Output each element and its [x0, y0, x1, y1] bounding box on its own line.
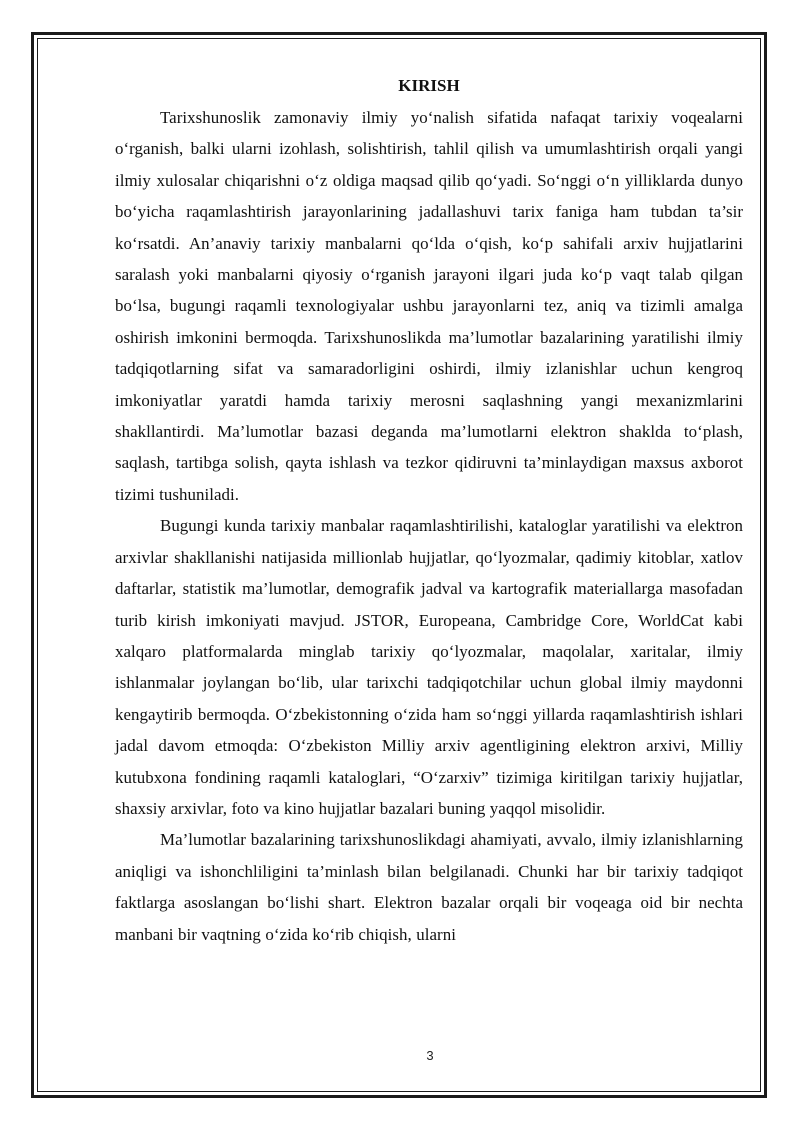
section-heading: KIRISH [398, 76, 460, 95]
paragraph-3: Ma’lumotlar bazalarining tarixshunoslikdagi ahamiyati, avvalo, ilmiy izlanishlarning aniqligi va ishonchliligini ta’minlash bilan belgilanadi. Chunki har bir tarixiy tadqiqot faktlarga asoslangan bo‘lishi shart. Elektron bazalar orqali bir voqeaga oid bir nechta manbani bir vaqtning o‘zida ko‘rib chiqish, ularni [115, 830, 743, 944]
paragraph-2: Bugungi kunda tarixiy manbalar raqamlashtirilishi, kataloglar yaratilishi va elektron arxivlar shakllanishi natijasida millionlab hujjatlar, qo‘lyozmalar, qadimiy kitoblar, xatlov daftarlar, statistik ma’lumotlar, demografik jadval va kartografik materiallarga masofadan turib kirish imkoniyati mavjud. JSTOR, Europeana, Cambridge Core, WorldCat kabi xalqaro platformalarda minglab tarixiy qo‘lyozmalar, maqolalar, xaritalar, ilmiy ishlanmalar joylangan bo‘lib, ular tarixchi tadqiqotchilar uchun global ilmiy maydonni kengaytirib bermoqda. O‘zbekistonning o‘zida ham so‘nggi yillarda raqamlashtirish ishlari jadal davom etmoqda: O‘zbekiston Milliy arxiv agentligining elektron arxivi, Milliy kutubxona fondining raqamli kataloglari, “O‘zarxiv” tizimiga kiritilgan tarixiy hujjatlar, shaxsiy arxivlar, foto va kino hujjatlar bazalari buning yaqqol misolidir. [115, 516, 743, 818]
paragraph-1: Tarixshunoslik zamonaviy ilmiy yo‘nalish sifatida nafaqat tarixiy voqealarni o‘rganish, balki ularni izohlash, solishtirish, tahlil qilish va umumlashtirish orqali yangi ilmiy xulosalar chiqarishni o‘z oldiga maqsad qilib qo‘yadi. So‘nggi o‘n yilliklarda dunyo bo‘yicha raqamlashtirish jarayonlarining jadallashuvi tarix faniga ham tubdan ta’sir ko‘rsatdi. An’anaviy tarixiy manbalarni qo‘lda o‘qish, ko‘p sahifali arxiv hujjatlarini saralash yoki manbalarni qiyosiy o‘rganish jarayoni ilgari juda ko‘p vaqt talab qilgan bo‘lsa, bugungi raqamli texnologiyalar ushbu jarayonlarni tez, aniq va tizimli amalga oshirish imkonini bermoqda. Tarixshunoslikda ma’lumotlar bazalarining yaratilishi ilmiy tadqiqotlarning sifat va samaradorligini oshirdi, ilmiy izlanishlar uchun kengroq imkoniyatlar yaratdi hamda tarixiy merosni saqlashning yangi mexanizmlarini shakllantirdi. Ma’lumotlar bazasi deganda ma’lumotlarni elektron shaklda to‘plash, saqlash, tartibga solish, qayta ishlash va tezkor qidiruvni ta’minlaydigan maxsus axborot tizimi tushuniladi. [115, 108, 743, 504]
document-body [115, 72, 743, 950]
page-number: 3 [426, 1048, 434, 1063]
